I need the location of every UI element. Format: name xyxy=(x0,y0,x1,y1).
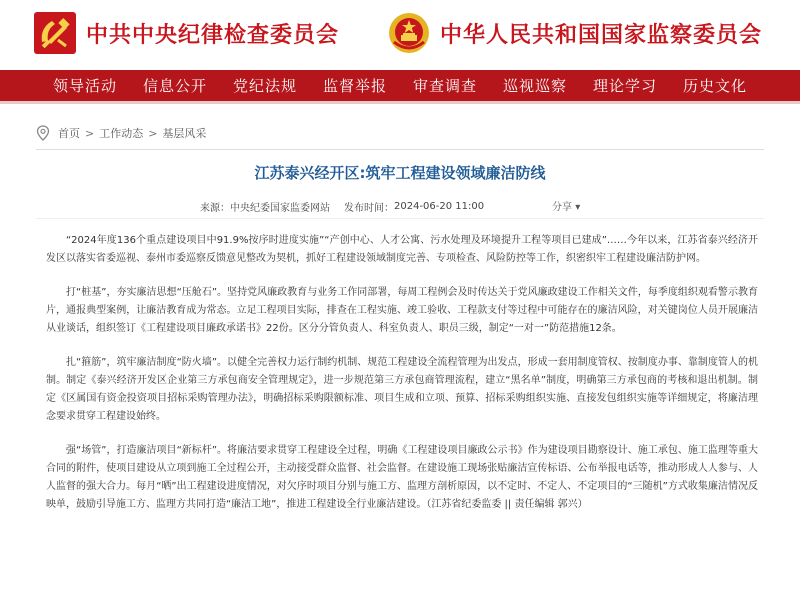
breadcrumb xyxy=(36,124,206,142)
breadcrumb-work-news[interactable]: 工作动态 xyxy=(99,127,144,140)
publish-time: 2024-06-20 11:00 xyxy=(394,200,485,212)
caret-down-icon: ▾ xyxy=(575,202,581,213)
source-label: 来源： xyxy=(200,202,230,214)
breadcrumb-home[interactable]: 首页 xyxy=(58,127,80,140)
nav-divider xyxy=(0,101,800,104)
site-header xyxy=(0,0,800,70)
time-label: 发布时间： xyxy=(344,202,394,214)
share-label: 分享 xyxy=(552,202,572,213)
article-body xyxy=(46,232,758,530)
ccdi-name: 中共中央纪律检查委员会 xyxy=(86,21,340,48)
national-emblem-icon xyxy=(388,12,430,54)
nav-history[interactable]: 历史文化 xyxy=(682,77,747,95)
ccdi-logo-link[interactable] xyxy=(34,8,339,58)
nav-info-disclosure[interactable]: 信息公开 xyxy=(142,77,207,95)
breadcrumb-grassroots[interactable]: 基层风采 xyxy=(162,127,207,140)
article-paragraph: “2024年度136个重点建设项目中91.9%按序时进度实施”“产创中心、人才公寓、污水处理及环境提升工程等项目已建成”……今年以来，江苏省泰兴经济开发区以落实省委巡视、泰州市委巡察反馈意见整改为契机，抓好工程建设领域制度完善、专项检查、风险防控等工作，织密织牢工程建设廉洁防护网。 xyxy=(46,235,758,264)
nsc-name: 中华人民共和国国家监察委员会 xyxy=(440,21,763,48)
location-pin-icon xyxy=(36,125,50,141)
main-nav xyxy=(0,70,800,101)
nav-inspection[interactable]: 巡视巡察 xyxy=(502,77,567,95)
nav-leadership[interactable]: 领导活动 xyxy=(52,77,117,95)
meta-divider xyxy=(36,218,764,219)
article-paragraph: 强“场管”，打造廉洁项目“新标杆”。将廉洁要求贯穿工程建设全过程，明确《工程建设项目廉政公示书》作为建设项目勘察设计、施工承包、施工监理等重大合同的附件，使项目建设从立项到施工全过程公开，主动接受群众监督、社会监督。在建设施工现场张贴廉洁宣传标语、公布举报电话等，推动形成人人参与、人人监督的强大合力。每月“晒”出工程建设进度情况，对欠序时项目分别与施工方、监理方剖析原因，以不定时、不定人、不定项目的“三随机”方式收集廉洁情况反映单，鼓励引导施工方、监理方共同打造“廉洁工地”，推进工程建设全行业廉洁建设。（江苏省纪委监委 || 责任编辑 郭兴） xyxy=(46,445,758,510)
article-meta xyxy=(200,198,484,214)
nav-theory[interactable]: 理论学习 xyxy=(592,77,657,95)
breadcrumb-divider xyxy=(36,149,764,150)
article-source: 中央纪委国家监委网站 xyxy=(230,202,330,214)
article-paragraph: 扎“箍筋”，筑牢廉洁制度“防火墙”。以健全完善权力运行制约机制、规范工程建设全流程管理为出发点，形成一套用制度管权、按制度办事、靠制度管人的机制。制定《泰兴经济开发区企业第三方承包商安全管理规定》，进一步规范第三方承包商管理流程，建立“黑名单”制度，明确第三方承包商的考核和退出机制。制定《区属国有资金投资项目招标采购管理办法》，明确招标采购限额标准、项目生成和立项、预算、招标采购组织实施、直接发包组织实施等详细规定，将廉洁理念要求贯穿工程建设始终。 xyxy=(46,357,758,422)
nav-regulations[interactable]: 党纪法规 xyxy=(232,77,297,95)
article-paragraph: 打“桩基”，夯实廉洁思想“压舱石”。坚持党风廉政教育与业务工作同部署，每周工程例会及时传达关于党风廉政建设工作相关文件，每季度组织观看警示教育片，通报典型案例，让廉洁教育成为常态。立足工程项目实际，排查在工程实施、竣工验收、工程款支付等过程中可能存在的廉洁风险，对关键岗位人员开展廉洁从业谈话，组织签订《工程建设项目廉政承诺书》22份。区分分管负责人、科室负责人、职员三级，制定“一对一”防范措施12条。 xyxy=(46,287,758,334)
breadcrumb-separator: > xyxy=(85,126,95,140)
article-title: 江苏泰兴经开区:筑牢工程建设领域廉洁防线 xyxy=(254,164,546,182)
nsc-logo-link[interactable] xyxy=(388,8,762,58)
nav-report[interactable]: 监督举报 xyxy=(322,77,387,95)
breadcrumb-separator: > xyxy=(148,126,158,140)
party-emblem-icon xyxy=(34,12,76,54)
nav-investigation[interactable]: 审查调查 xyxy=(412,77,477,95)
share-button[interactable] xyxy=(552,198,580,213)
